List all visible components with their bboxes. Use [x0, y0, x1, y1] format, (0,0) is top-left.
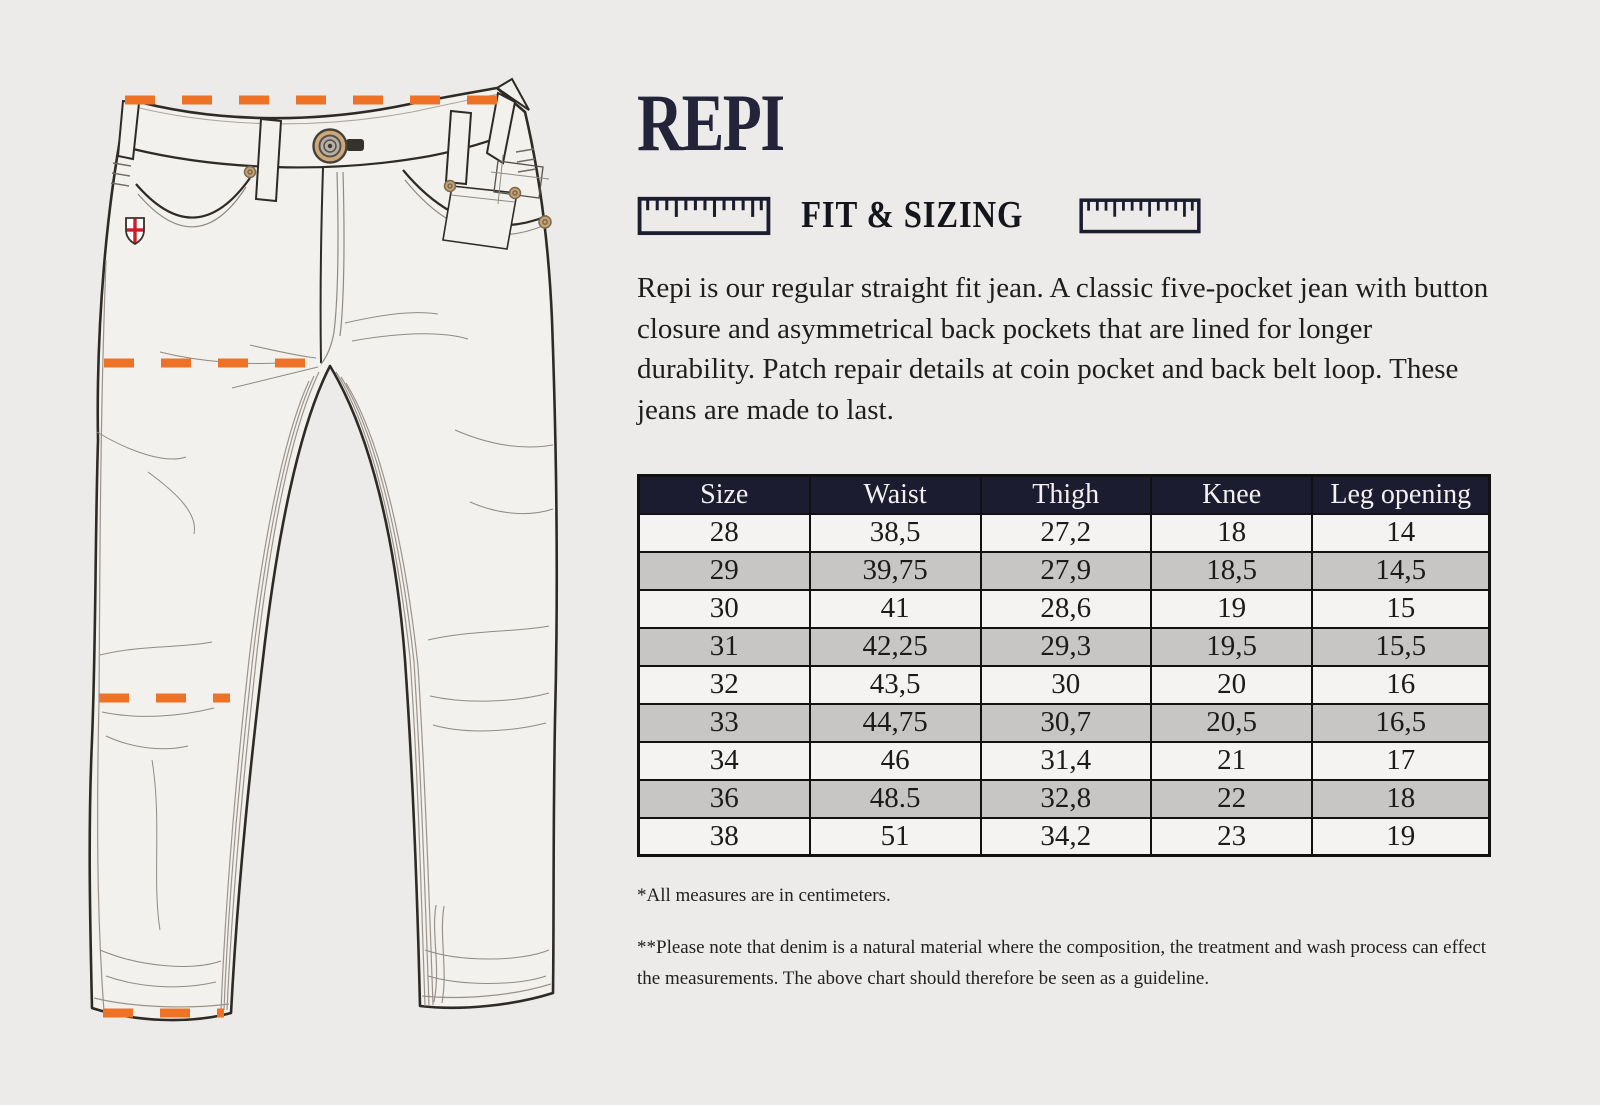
table-cell: 28: [639, 514, 810, 552]
table-row: [639, 514, 1490, 552]
size-table: [637, 474, 1491, 857]
table-cell: 19: [1151, 590, 1313, 628]
ruler-icon: [637, 194, 771, 236]
table-row: [639, 742, 1490, 780]
disclaimer-footnote: **Please note that denim is a natural material where the composition, the treatment and wash process can effect the measurements. The above chart should therefore be seen as a guideline.: [637, 937, 1487, 989]
table-cell: 36: [639, 780, 810, 818]
column-header: Waist: [810, 476, 981, 514]
table-cell: 32,8: [981, 780, 1151, 818]
table-header-row: [639, 476, 1490, 514]
table-cell: 19: [1312, 818, 1489, 856]
column-header: Size: [639, 476, 810, 514]
table-cell: 38: [639, 818, 810, 856]
table-cell: 20: [1151, 666, 1313, 704]
table-cell: 17: [1312, 742, 1489, 780]
section-label: FIT & SIZING: [801, 194, 1024, 236]
table-cell: 30: [981, 666, 1151, 704]
jeans-technical-drawing: [0, 0, 600, 1100]
table-cell: 28,6: [981, 590, 1151, 628]
table-cell: 23: [1151, 818, 1313, 856]
product-description: Repi is our regular straight fit jean. A classic five-pocket jean with button closure and asymmetrical back pockets that are lined for longer durability. Patch repair details at coin pocket and back belt loop. These jeans are made to last.: [637, 272, 1489, 426]
table-cell: 16,5: [1312, 704, 1489, 742]
table-cell: 30: [639, 590, 810, 628]
jeans-flat-sketch-svg: [0, 0, 600, 1100]
table-cell: 14: [1312, 514, 1489, 552]
table-row: [639, 818, 1490, 856]
ruler-icon: [1079, 195, 1201, 235]
table-cell: 18,5: [1151, 552, 1313, 590]
table-cell: 38,5: [810, 514, 981, 552]
table-cell: 33: [639, 704, 810, 742]
table-cell: 27,9: [981, 552, 1151, 590]
table-cell: 42,25: [810, 628, 981, 666]
table-cell: 22: [1151, 780, 1313, 818]
table-cell: 32: [639, 666, 810, 704]
table-cell: 21: [1151, 742, 1313, 780]
table-cell: 18: [1312, 780, 1489, 818]
table-cell: 19,5: [1151, 628, 1313, 666]
section-header: [637, 192, 1489, 238]
table-row: [639, 552, 1490, 590]
table-cell: 34,2: [981, 818, 1151, 856]
table-cell: 30,7: [981, 704, 1151, 742]
units-footnote: *All measures are in centimeters.: [637, 885, 891, 907]
info-column: [637, 70, 1489, 994]
table-cell: 31,4: [981, 742, 1151, 780]
column-header: Thigh: [981, 476, 1151, 514]
table-row: [639, 590, 1490, 628]
table-cell: 18: [1151, 514, 1313, 552]
size-table-body: [639, 514, 1490, 856]
table-cell: 46: [810, 742, 981, 780]
product-title: REPI: [637, 77, 784, 168]
table-cell: 39,75: [810, 552, 981, 590]
table-cell: 29,3: [981, 628, 1151, 666]
table-cell: 51: [810, 818, 981, 856]
table-cell: 41: [810, 590, 981, 628]
table-row: [639, 704, 1490, 742]
table-cell: 34: [639, 742, 810, 780]
table-cell: 27,2: [981, 514, 1151, 552]
size-table-header: [639, 476, 1490, 514]
table-cell: 15: [1312, 590, 1489, 628]
table-cell: 29: [639, 552, 810, 590]
table-cell: 14,5: [1312, 552, 1489, 590]
table-cell: 43,5: [810, 666, 981, 704]
table-row: [639, 780, 1490, 818]
table-cell: 15,5: [1312, 628, 1489, 666]
table-cell: 16: [1312, 666, 1489, 704]
table-row: [639, 628, 1490, 666]
table-cell: 44,75: [810, 704, 981, 742]
table-row: [639, 666, 1490, 704]
column-header: Leg opening: [1312, 476, 1489, 514]
column-header: Knee: [1151, 476, 1313, 514]
table-cell: 48.5: [810, 780, 981, 818]
table-cell: 31: [639, 628, 810, 666]
table-cell: 20,5: [1151, 704, 1313, 742]
